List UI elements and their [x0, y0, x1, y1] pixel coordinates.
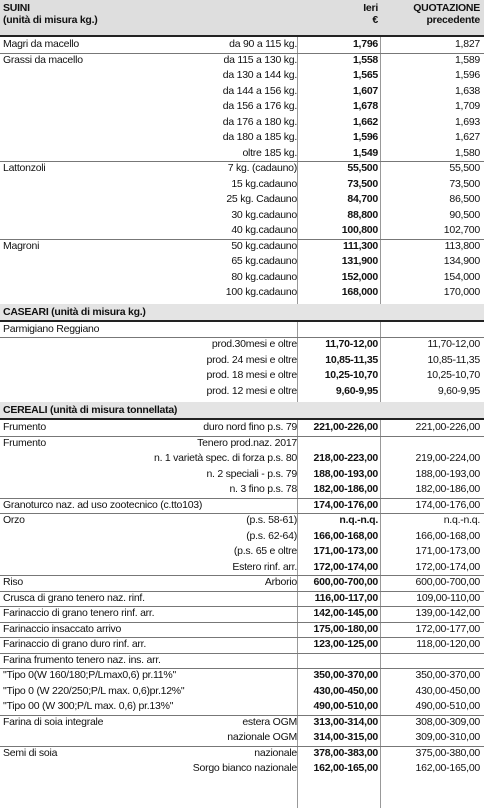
table-row: [0, 560, 484, 576]
row-price-precedente: 1,596: [454, 69, 480, 81]
table-row: [0, 37, 484, 53]
row-spec: prod. 18 mesi e oltre: [206, 369, 297, 381]
row-name: Riso: [3, 576, 24, 588]
row-price-precedente: 309,00-310,00: [415, 731, 480, 743]
row-spec: prod.30mesi e oltre: [211, 338, 297, 350]
header-title: [3, 2, 98, 26]
table-row: [0, 730, 484, 746]
row-price-precedente: 1,589: [454, 53, 480, 66]
row-spec: 80 kg.cadauno: [231, 270, 297, 283]
header-ieri-line2: €: [372, 14, 378, 26]
row-price-precedente: 1,627: [454, 131, 480, 143]
table-row: [0, 161, 484, 177]
table-row: [0, 575, 484, 591]
row-price-ieri: 221,00-226,00: [313, 421, 378, 433]
row-spec: 40 kg.cadauno: [231, 224, 297, 236]
row-price-precedente: 1,693: [454, 115, 480, 128]
row-price-precedente: 182,00-186,00: [415, 483, 480, 495]
row-price-ieri: 172,00-174,00: [313, 560, 378, 573]
table-row: [0, 513, 484, 529]
table-row: [0, 715, 484, 731]
row-price-precedente: n.q.-n.q.: [443, 514, 480, 526]
row-spec: da 144 a 156 kg.: [222, 84, 297, 97]
row-spec: 30 kg.cadauno: [231, 208, 297, 221]
row-price-ieri: 1,549: [352, 146, 378, 159]
row-price-ieri: 1,565: [352, 69, 378, 81]
row-price-ieri: 55,500: [347, 162, 378, 174]
row-spec: Estero rinf. arr.: [232, 560, 297, 573]
table-row: [0, 467, 484, 483]
row-name: Farina di soia integrale: [3, 715, 104, 728]
table-row: [0, 322, 484, 338]
row-price-precedente: 308,00-309,00: [415, 715, 480, 728]
row-price-precedente: 154,000: [443, 270, 480, 283]
row-price-ieri: 123,00-125,00: [313, 638, 378, 650]
table-row: [0, 99, 484, 115]
row-price-ieri: 175,00-180,00: [313, 622, 378, 635]
table-row: [0, 177, 484, 193]
row-price-precedente: 221,00-226,00: [415, 421, 480, 433]
table-row: [0, 239, 484, 255]
row-price-ieri: 430,00-450,00: [313, 684, 378, 697]
row-price-precedente: 134,900: [443, 255, 480, 267]
row-price-ieri: 218,00-223,00: [313, 452, 378, 464]
row-price-precedente: 113,800: [444, 239, 480, 252]
row-spec: duro nord fino p.s. 79: [203, 421, 297, 433]
row-price-precedente: 11,70-12,00: [427, 338, 480, 350]
row-spec: da 115 a 130 kg.: [223, 53, 297, 66]
row-price-precedente: 139,00-142,00: [415, 607, 480, 619]
table-row: [0, 68, 484, 84]
row-price-ieri: 9,60-9,95: [335, 384, 378, 397]
table-row: [0, 653, 484, 669]
row-price-precedente: 219,00-224,00: [415, 452, 480, 464]
row-spec: (p.s. 65 e oltre: [233, 545, 297, 557]
table-header: [0, 0, 484, 37]
row-spec: da 130 a 144 kg.: [222, 69, 297, 81]
row-price-precedente: 350,00-370,00: [415, 669, 480, 681]
row-spec: oltre 185 kg.: [242, 146, 297, 159]
row-price-ieri: 10,25-10,70: [324, 369, 378, 381]
row-price-precedente: 118,00-120,00: [416, 638, 480, 650]
row-price-ieri: 11,70-12,00: [325, 338, 378, 350]
row-price-precedente: 10,25-10,70: [426, 369, 480, 381]
row-spec: da 176 a 180 kg.: [222, 115, 297, 128]
row-price-precedente: 174,00-176,00: [415, 498, 480, 511]
row-price-ieri: 152,000: [341, 270, 378, 283]
row-price-ieri: 188,00-193,00: [313, 467, 378, 480]
row-spec: n. 2 speciali - p.s. 79: [206, 467, 297, 480]
row-price-ieri: 171,00-173,00: [313, 545, 378, 557]
table-row: [0, 115, 484, 131]
row-price-ieri: 1,558: [352, 53, 378, 66]
row-spec: 50 kg.cadauno: [231, 239, 297, 252]
header-ieri-line1: Ieri: [363, 2, 378, 14]
row-price-ieri: 73,500: [347, 177, 378, 190]
row-price-ieri: 111,300: [342, 239, 378, 252]
row-name: Farina frumento tenero naz. ins. arr.: [3, 653, 161, 666]
row-spec: 65 kg.cadauno: [231, 255, 297, 267]
row-price-ieri: 84,700: [347, 193, 378, 205]
row-name: Frumento: [3, 436, 46, 449]
table-row: [0, 684, 484, 700]
row-name: Farinaccio di grano duro rinf. arr.: [3, 638, 146, 650]
row-spec: prod. 12 mesi e oltre: [206, 384, 297, 397]
row-spec: n. 1 varietà spec. di forza p.s. 80: [154, 452, 297, 464]
header-quotazione: [413, 2, 480, 26]
row-name: "Tipo 0(W 160/180;P/Lmax0,6) pr.11%": [3, 669, 176, 681]
header-title-line1: SUINI: [3, 2, 30, 14]
row-price-ieri: 313,00-314,00: [313, 715, 378, 728]
header-title-line2: (unità di misura kg.): [3, 14, 98, 26]
row-price-precedente: 1,580: [454, 146, 480, 159]
header-quot-line1: QUOTAZIONE: [413, 2, 480, 14]
row-spec: da 180 a 185 kg.: [222, 131, 297, 143]
row-price-ieri: 116,00-117,00: [314, 591, 378, 604]
table-row: [0, 544, 484, 560]
row-price-precedente: 9,60-9,95: [437, 384, 480, 397]
table-row: [0, 436, 484, 452]
table-row: [0, 223, 484, 239]
row-price-ieri: 10,85-11,35: [325, 353, 378, 366]
row-spec: (p.s. 58-61): [246, 514, 297, 526]
row-price-ieri: 490,00-510,00: [313, 700, 378, 712]
row-price-ieri: 168,000: [341, 286, 378, 298]
table-row: [0, 146, 484, 162]
row-price-precedente: 73,500: [449, 177, 480, 190]
table-row: [0, 529, 484, 545]
row-price-ieri: 88,800: [347, 208, 378, 221]
row-price-precedente: 171,00-173,00: [415, 545, 480, 557]
row-price-ieri: 1,662: [352, 115, 378, 128]
row-spec: da 156 a 176 kg.: [222, 100, 297, 112]
row-name: Granoturco naz. ad uso zootecnico (c.tto103): [3, 498, 203, 511]
table-row: [0, 606, 484, 622]
table-row: [0, 482, 484, 498]
row-price-ieri: 174,00-176,00: [313, 498, 378, 511]
row-price-precedente: 600,00-700,00: [415, 576, 480, 588]
row-price-precedente: 172,00-177,00: [415, 622, 480, 635]
table-row: [0, 451, 484, 467]
row-price-precedente: 1,638: [454, 84, 480, 97]
row-spec: (p.s. 62-64): [246, 529, 297, 542]
table-row: [0, 761, 484, 777]
row-name: Magri da macello: [3, 38, 79, 50]
header-quot-line2: precedente: [426, 14, 480, 26]
row-price-precedente: 86,500: [449, 193, 480, 205]
row-name: Orzo: [3, 514, 25, 526]
row-spec: nazionale: [254, 746, 297, 759]
row-price-ieri: 182,00-186,00: [313, 483, 378, 495]
row-name: Parmigiano Reggiano: [3, 322, 100, 335]
row-price-precedente: 109,00-110,00: [416, 591, 480, 604]
row-price-precedente: 1,709: [454, 100, 480, 112]
table-row: [0, 498, 484, 514]
table-row: [0, 53, 484, 69]
row-name: "Tipo 0 (W 220/250;P/L max. 0,6)pr.12%": [3, 684, 185, 697]
table-row: [0, 192, 484, 208]
row-name: Semi di soia: [3, 746, 58, 759]
header-ieri: [356, 2, 378, 26]
row-name: Frumento: [3, 421, 46, 433]
table-row: [0, 130, 484, 146]
row-name: Grassi da macello: [3, 53, 83, 66]
cereali-section: [0, 420, 484, 777]
row-spec: 25 kg. Cadauno: [226, 193, 297, 205]
row-spec: estera OGM: [242, 715, 297, 728]
row-spec: 100 kg.cadauno: [225, 286, 297, 298]
row-spec: Sorgo bianco nazionale: [192, 762, 297, 774]
suini-section: [0, 37, 484, 301]
table-row: [0, 420, 484, 436]
row-spec: 15 kg.cadauno: [231, 177, 297, 190]
row-price-ieri: 350,00-370,00: [313, 669, 378, 681]
row-price-precedente: 1,827: [454, 38, 480, 50]
row-price-ieri: 1,596: [352, 131, 378, 143]
row-name: Lattonzoli: [3, 162, 46, 174]
row-price-precedente: 170,000: [443, 286, 480, 298]
row-name: Magroni: [3, 239, 40, 252]
row-name: Farinaccio di grano tenero rinf. arr.: [3, 607, 155, 619]
row-price-precedente: 162,00-165,00: [415, 762, 480, 774]
row-name: Farinaccio insaccato arrivo: [3, 622, 122, 635]
table-row: [0, 622, 484, 638]
row-price-ieri: n.q.-n.q.: [339, 514, 378, 526]
row-price-precedente: 90,500: [449, 208, 480, 221]
row-name: Crusca di grano tenero naz. rinf.: [3, 591, 145, 604]
row-price-ieri: 1,607: [352, 84, 378, 97]
table-row: [0, 384, 484, 400]
table-row: [0, 368, 484, 384]
row-spec: n. 3 fino p.s. 78: [229, 483, 297, 495]
row-price-ieri: 378,00-383,00: [313, 746, 378, 759]
row-price-ieri: 1,796: [352, 38, 378, 50]
row-price-precedente: 102,700: [443, 224, 480, 236]
row-spec: Tenero prod.naz. 2017: [197, 436, 297, 449]
row-price-precedente: 375,00-380,00: [415, 746, 480, 759]
row-price-ieri: 131,900: [341, 255, 378, 267]
table-row: [0, 591, 484, 607]
row-price-precedente: 430,00-450,00: [415, 684, 480, 697]
row-name: "Tipo 00 (W 300;P/L max. 0,6) pr.13%": [3, 700, 174, 712]
row-spec: Arborio: [264, 576, 297, 588]
row-spec: nazionale OGM: [227, 731, 297, 743]
table-row: [0, 84, 484, 100]
row-price-precedente: 166,00-168,00: [415, 529, 480, 542]
table-row: [0, 668, 484, 684]
row-spec: 7 kg. (cadauno): [227, 162, 297, 174]
row-spec: da 90 a 115 kg.: [229, 38, 297, 50]
section-title-cereali: CEREALI (unità di misura tonnellata): [0, 402, 484, 420]
row-price-precedente: 10,85-11,35: [427, 353, 480, 366]
row-price-precedente: 55,500: [449, 162, 480, 174]
row-price-precedente: 188,00-193,00: [415, 467, 480, 480]
row-price-precedente: 490,00-510,00: [415, 700, 480, 712]
row-price-ieri: 166,00-168,00: [313, 529, 378, 542]
table-row: [0, 746, 484, 762]
table-row: [0, 285, 484, 301]
row-price-ieri: 162,00-165,00: [313, 762, 378, 774]
section-title-caseari: CASEARI (unità di misura kg.): [0, 304, 484, 322]
table-row: [0, 270, 484, 286]
row-price-ieri: 600,00-700,00: [313, 576, 378, 588]
caseari-section: [0, 322, 484, 400]
table-row: [0, 637, 484, 653]
table-row: [0, 254, 484, 270]
table-row: [0, 208, 484, 224]
row-price-ieri: 142,00-145,00: [313, 607, 378, 619]
table-row: [0, 353, 484, 369]
row-price-ieri: 100,800: [341, 224, 378, 236]
row-price-ieri: 1,678: [352, 100, 378, 112]
row-price-ieri: 314,00-315,00: [313, 731, 378, 743]
table-row: [0, 337, 484, 353]
table-row: [0, 699, 484, 715]
row-price-precedente: 172,00-174,00: [415, 560, 480, 573]
row-spec: prod. 24 mesi e oltre: [206, 353, 297, 366]
